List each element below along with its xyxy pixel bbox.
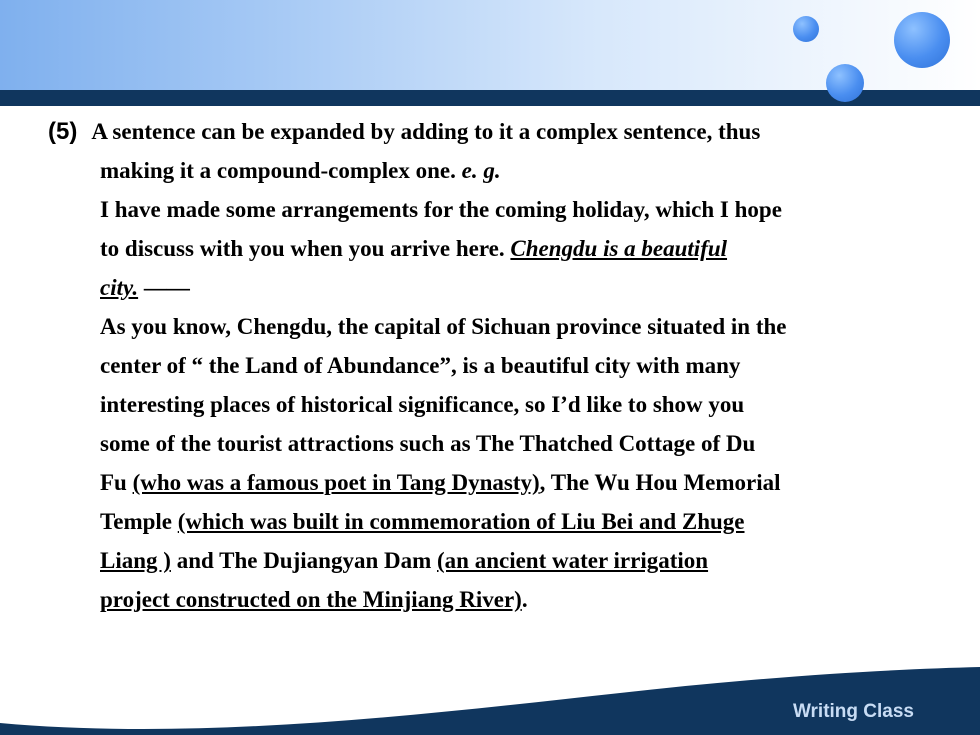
bubble-decoration-large (894, 12, 950, 68)
slide-content (48, 112, 948, 619)
expanded-line-6: Temple (which was built in commemoration of Liu Bei and Zhuge (100, 509, 745, 534)
expanded-line-5: Fu (who was a famous poet in Tang Dynasty), The Wu Hou Memorial (100, 470, 781, 495)
point-line-1 (48, 112, 948, 151)
point-line-2: making it a compound-complex one. e. g. (100, 158, 501, 183)
bubble-decoration-medium (826, 64, 864, 102)
bubble-decoration-small (793, 16, 819, 42)
example-line-2: to discuss with you when you arrive here. Chengdu is a beautiful (100, 236, 728, 261)
expanded-line-3: interesting places of historical significance, so I’d like to show you (100, 392, 745, 417)
expanded-line-7: Liang ) and The Dujiangyan Dam (an ancient water irrigation (100, 548, 709, 573)
footer-wave (0, 655, 980, 735)
expanded-line-1: As you know, Chengdu, the capital of Sichuan province situated in the (100, 314, 787, 339)
expanded-line-2: center of “ the Land of Abundance”, is a beautiful city with many (100, 353, 741, 378)
dash: —— (143, 275, 190, 300)
example-line-3: city. —— (100, 275, 190, 300)
expanded-line-8: project constructed on the Minjiang River). (100, 587, 528, 612)
eg-label: e. g. (461, 158, 501, 183)
point-text: A sentence can be expanded by adding to it a complex sentence, thus (91, 119, 761, 144)
example-line-1: I have made some arrangements for the coming holiday, which I hope (100, 197, 782, 222)
expanded-line-4: some of the tourist attractions such as The Thatched Cottage of Du (100, 431, 756, 456)
footer-label: Writing Class (792, 701, 914, 722)
example-highlight: Chengdu is a beautiful (510, 236, 728, 261)
point-number: (5) (48, 118, 78, 145)
footer (0, 655, 980, 735)
